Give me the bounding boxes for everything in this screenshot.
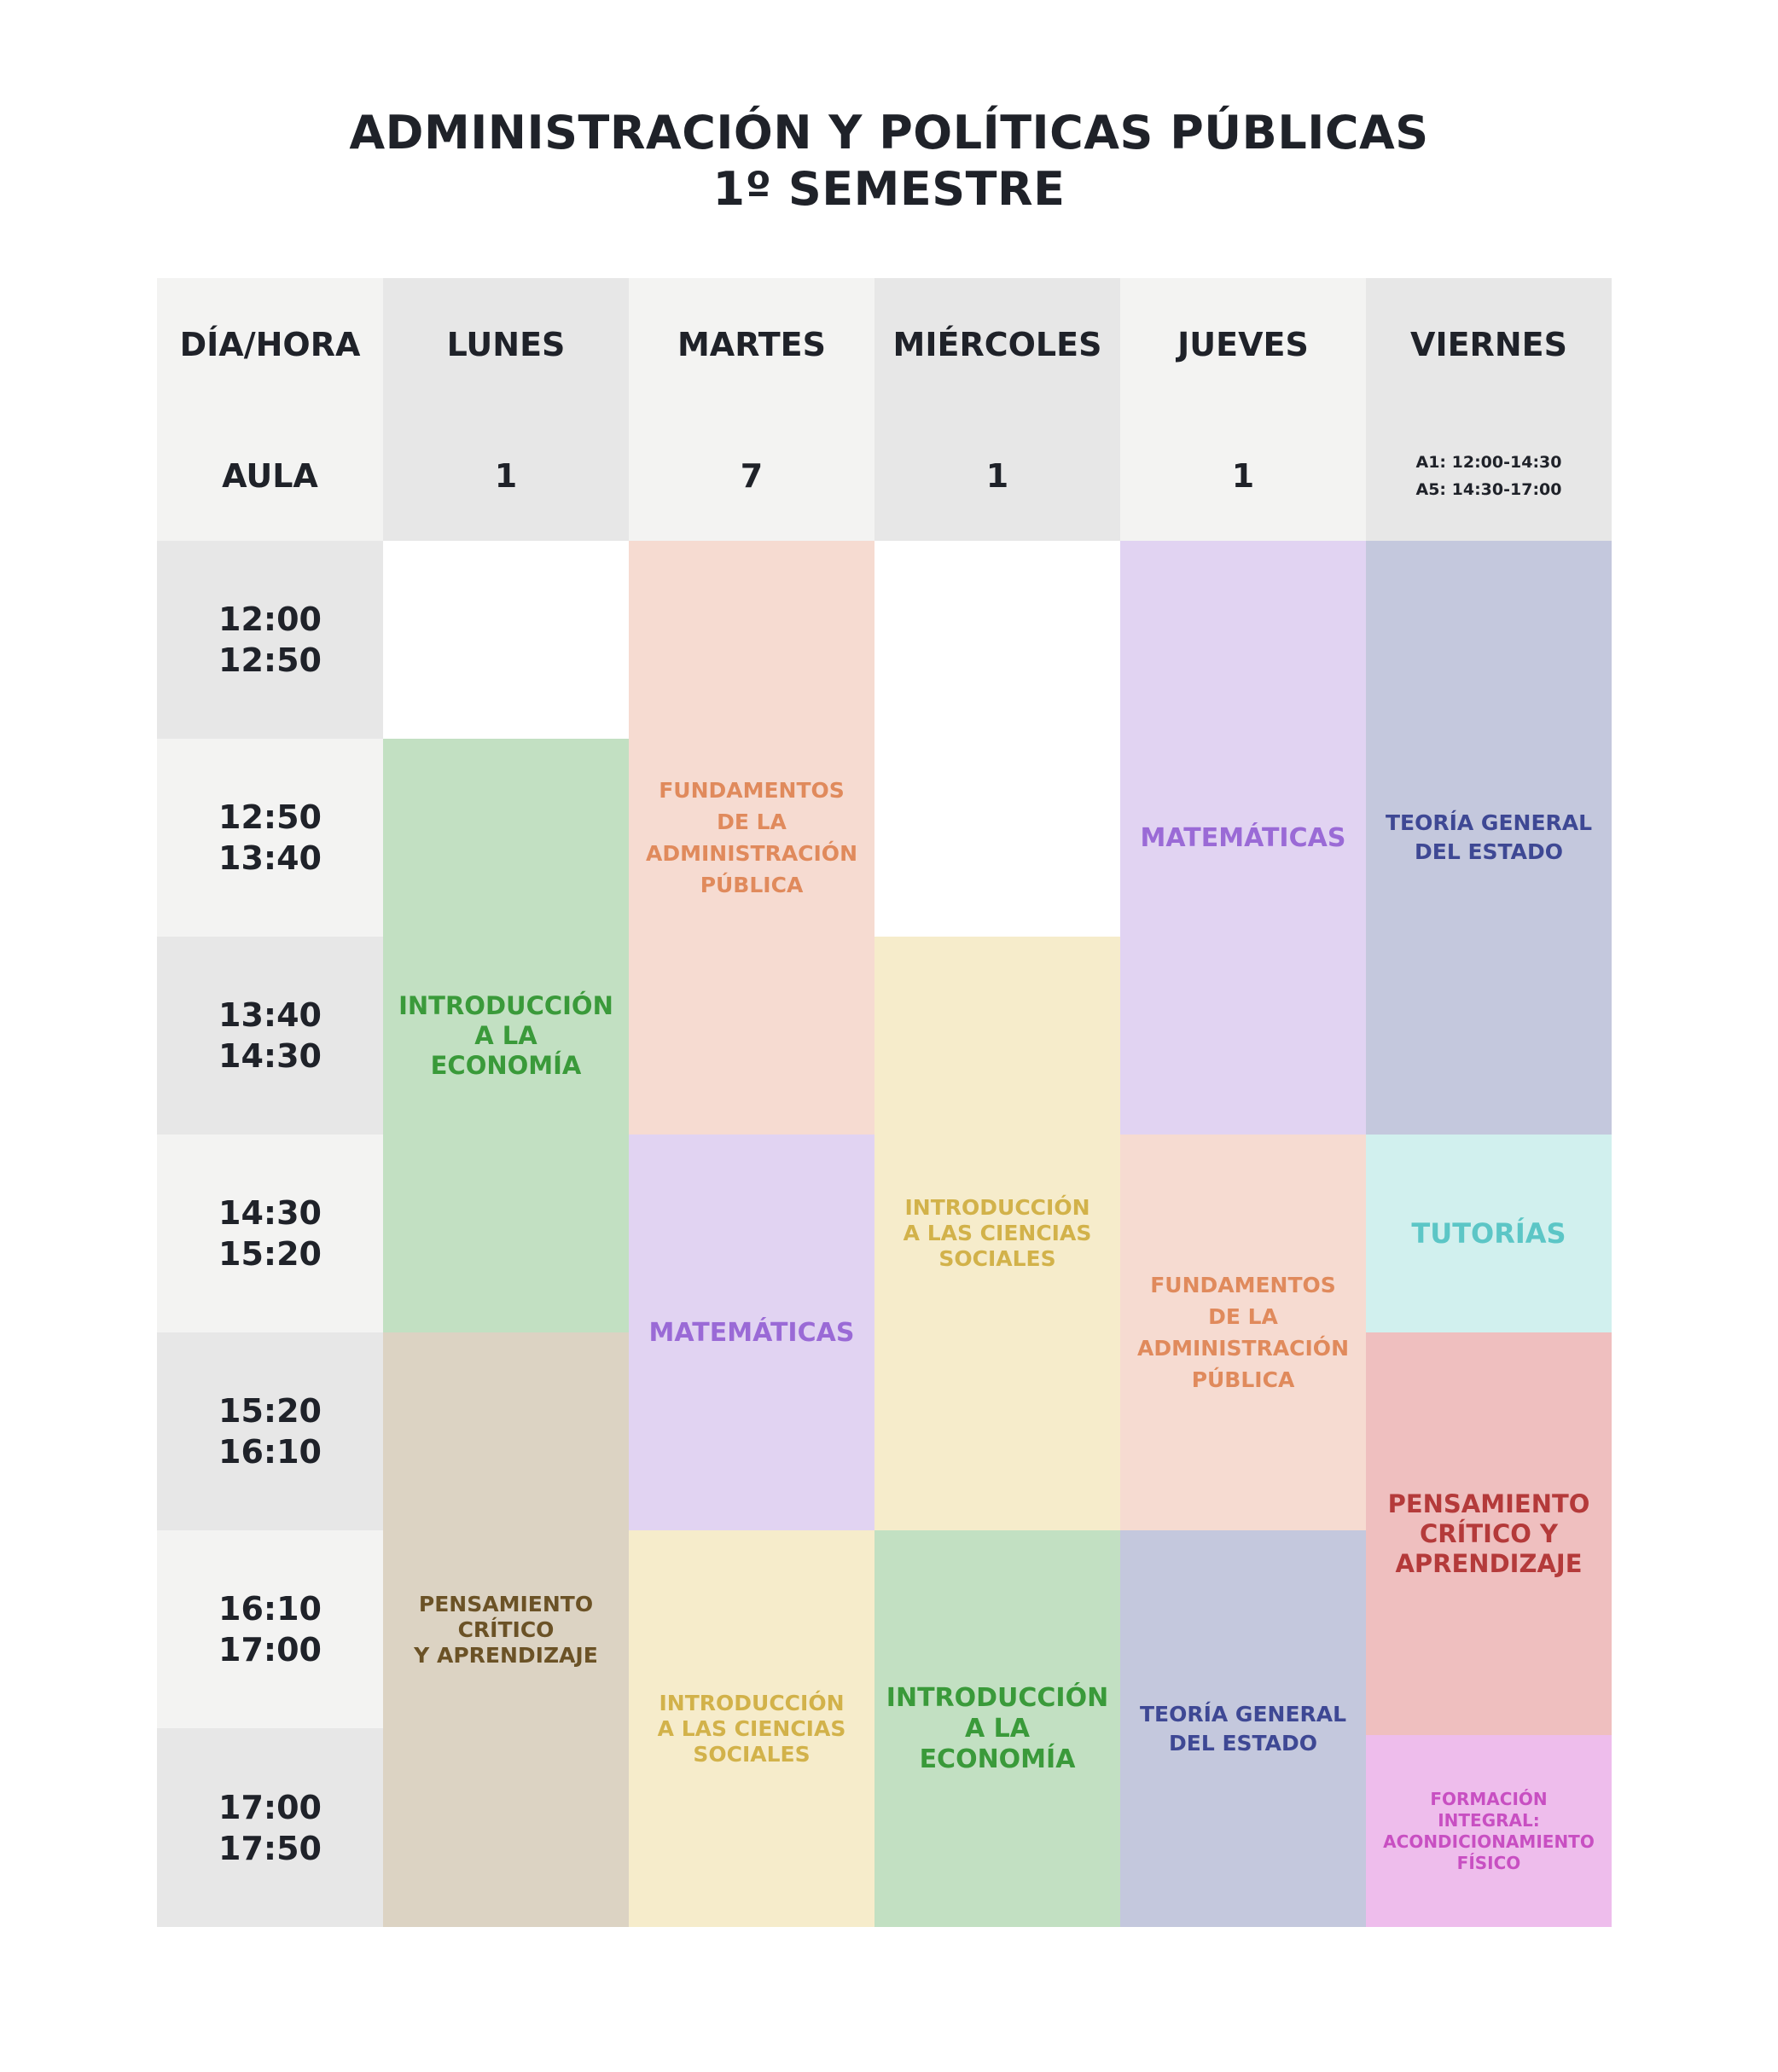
aula-viernes-a5: A5: 14:30-17:00 bbox=[1415, 479, 1562, 499]
class-block-jueves-fundamentos: FUNDAMENTOS DE LA ADMINISTRACIÓN PÚBLICA bbox=[1120, 1135, 1366, 1530]
day-header-lunes: LUNES bbox=[383, 278, 629, 410]
time-slot: 16:10 17:00 bbox=[157, 1530, 383, 1728]
class-block-miercoles-economia: INTRODUCCIÓN A LA ECONOMÍA bbox=[874, 1530, 1120, 1927]
day-header-viernes: VIERNES bbox=[1366, 278, 1612, 410]
class-block-viernes-pensamiento: PENSAMIENTO CRÍTICO Y APRENDIZAJE bbox=[1366, 1332, 1612, 1735]
time-slot: 12:50 13:40 bbox=[157, 739, 383, 937]
class-block-lunes-pensamiento: PENSAMIENTO CRÍTICO Y APRENDIZAJE bbox=[383, 1332, 629, 1927]
day-header-martes: MARTES bbox=[629, 278, 874, 410]
class-block-viernes-tutorias: TUTORÍAS bbox=[1366, 1135, 1612, 1332]
class-block-viernes-teoria: TEORÍA GENERAL DEL ESTADO bbox=[1366, 541, 1612, 1135]
time-slot: 17:00 17:50 bbox=[157, 1728, 383, 1927]
class-block-miercoles-sociales: INTRODUCCIÓN A LAS CIENCIAS SOCIALES bbox=[874, 937, 1120, 1530]
aula-viernes bbox=[1366, 410, 1612, 541]
page-title: ADMINISTRACIÓN Y POLÍTICAS PÚBLICAS bbox=[349, 106, 1429, 160]
aula-martes: 7 bbox=[629, 410, 874, 541]
time-slot: 14:30 15:20 bbox=[157, 1135, 383, 1332]
class-block-martes-sociales: INTRODUCCIÓN A LAS CIENCIAS SOCIALES bbox=[629, 1530, 874, 1927]
time-slot: 12:00 12:50 bbox=[157, 541, 383, 739]
class-block-lunes-economia: INTRODUCCIÓN A LA ECONOMÍA bbox=[383, 739, 629, 1332]
day-header-jueves: JUEVES bbox=[1120, 278, 1366, 410]
class-block-viernes-formacion: FORMACIÓN INTEGRAL: ACONDICIONAMIENTO FÍSICO bbox=[1366, 1735, 1612, 1927]
aula-lunes: 1 bbox=[383, 410, 629, 541]
aula-jueves: 1 bbox=[1120, 410, 1366, 541]
corner-header: DÍA/HORA bbox=[157, 278, 383, 410]
day-header-miercoles: MIÉRCOLES bbox=[874, 278, 1120, 410]
page-subtitle: 1º SEMESTRE bbox=[712, 162, 1066, 216]
class-block-martes-matematicas: MATEMÁTICAS bbox=[629, 1135, 874, 1530]
time-slot: 15:20 16:10 bbox=[157, 1332, 383, 1530]
aula-miercoles: 1 bbox=[874, 410, 1120, 541]
aula-viernes-a1: A1: 12:00-14:30 bbox=[1415, 452, 1562, 472]
time-slot: 13:40 14:30 bbox=[157, 937, 383, 1135]
class-block-jueves-matematicas: MATEMÁTICAS bbox=[1120, 541, 1366, 1135]
aula-label: AULA bbox=[157, 410, 383, 541]
class-block-martes-fundamentos: FUNDAMENTOS DE LA ADMINISTRACIÓN PÚBLICA bbox=[629, 541, 874, 1135]
class-block-jueves-teoria: TEORÍA GENERAL DEL ESTADO bbox=[1120, 1530, 1366, 1927]
